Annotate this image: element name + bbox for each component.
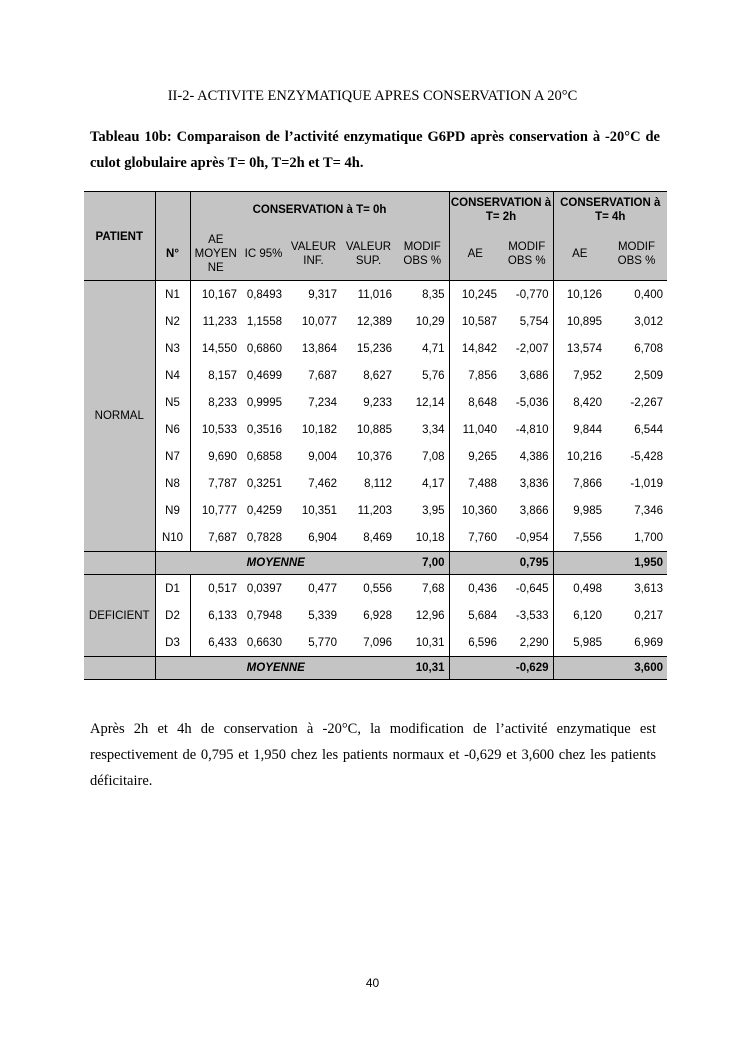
value-cell: 7,787 [190,470,241,497]
value-cell: 0,6860 [246,342,282,355]
value-cell: 7,687 [190,524,241,552]
value-cell: 7,556 [553,524,606,552]
value-cell: 0,6858 [246,450,282,463]
row-id: N8 [155,470,190,497]
value-cell: 4,17 [422,477,445,490]
value-cell: 14,550 [190,335,241,362]
table-caption: Tableau 10b: Comparaison de l’activité enzymatique G6PD après conservation à -20°C de culot globulaire après T= 0h, T=2h et T= 4h. [90,129,660,171]
value-cell: 3,836 [519,477,549,490]
value-cell: 7,687 [308,369,337,382]
value-cell: 1,700 [634,531,663,544]
mean-label: MOYENNE [155,552,396,575]
value-cell: 3,95 [422,504,445,517]
mean-row [84,657,667,680]
patient-group-label: NORMAL [84,281,155,552]
value-cell: 2,509 [634,369,663,382]
value-cell: 5,754 [519,315,549,328]
col-header-modif-obs-0h: MODIF OBS % [396,228,449,281]
value-cell: 0,3251 [246,477,282,490]
value-cell: 0,3516 [246,423,282,436]
value-cell: -0,645 [501,575,553,603]
value-cell: 0,7828 [246,531,282,544]
value-cell: 9,004 [308,450,337,463]
value-cell: -4,810 [515,423,549,436]
value-cell: 8,35 [396,281,449,309]
value-cell: 11,040 [449,416,501,443]
table-row [84,629,667,657]
value-cell: 8,112 [364,477,392,490]
value-cell: 9,317 [286,281,341,309]
value-cell: 10,895 [553,308,606,335]
mean-obs-4h: 3,600 [606,657,667,680]
mean-spacer [449,552,501,575]
row-id: N10 [155,524,190,552]
table-row [84,524,667,552]
table-row [84,443,667,470]
col-header-valeur-sup: VALEUR SUP. [341,228,396,281]
col-header-modif-obs-2h: MODIF OBS % [501,228,553,281]
header-cell [155,192,190,229]
mean-obs-2h: -0,629 [501,657,553,680]
enzyme-activity-table [84,191,667,680]
value-cell: 8,157 [190,362,241,389]
value-cell: 12,96 [415,609,445,622]
row-id: N9 [155,497,190,524]
summary-paragraph: Après 2h et 4h de conservation à -20°C, la modification de l’activité enzymatique est respectivement de 0,795 et 1,950 chez les patients normaux et -0,629 et 3,600 chez les patients déficitaire. [90,721,656,789]
row-id: D3 [155,629,190,657]
value-cell: 9,985 [553,497,606,524]
col-header-num: N° [155,228,190,281]
table-row [84,470,667,497]
col-header-ae-4h: AE [553,228,606,281]
value-cell: 12,389 [356,315,392,328]
col-header-modif-obs-4h: MODIF OBS % [606,228,667,281]
value-cell: 10,376 [356,450,392,463]
value-cell: 0,517 [190,575,241,603]
mean-label: MOYENNE [155,657,396,680]
group-header-t4: CONSERVATION à T= 4h [553,192,667,229]
value-cell: 10,182 [301,423,337,436]
row-id: D1 [155,575,190,603]
mean-row-spacer [84,552,155,575]
row-id: N2 [155,308,190,335]
value-cell: 0,4699 [246,369,282,382]
row-id: N4 [155,362,190,389]
value-cell: 10,31 [415,636,445,649]
col-header-ae-moyenne: AE MOYEN NE [190,228,241,281]
value-cell: 3,866 [519,504,549,517]
value-cell: 3,012 [634,315,663,328]
value-cell: 9,844 [553,416,606,443]
mean-row-spacer [84,657,155,680]
value-cell: 0,436 [449,575,501,603]
value-cell: 7,488 [449,470,501,497]
value-cell: 6,544 [634,423,663,436]
row-id: N5 [155,389,190,416]
value-cell: 10,167 [190,281,241,309]
value-cell: 8,648 [449,389,501,416]
value-cell: 12,14 [415,396,445,409]
value-cell: 13,574 [553,335,606,362]
value-cell: 10,360 [449,497,501,524]
value-cell: 7,096 [363,636,392,649]
col-header-patient: PATIENT [84,228,155,281]
value-cell: 0,7948 [246,609,282,622]
value-cell: 10,587 [449,308,501,335]
mean-spacer [553,552,606,575]
value-cell: 10,126 [553,281,606,309]
mean-row [84,552,667,575]
value-cell: 0,477 [286,575,341,603]
value-cell: 11,233 [190,308,241,335]
header-cell [84,192,155,229]
table-row [84,335,667,362]
value-cell: 11,016 [341,281,396,309]
value-cell: 8,469 [363,531,392,544]
mean-obs-2h: 0,795 [501,552,553,575]
row-id: D2 [155,602,190,629]
page-number: 40 [365,976,380,990]
value-cell: 3,34 [422,423,445,436]
value-cell: 9,690 [190,443,241,470]
value-cell: 6,596 [449,629,501,657]
row-id: N7 [155,443,190,470]
value-cell: 10,29 [415,315,445,328]
table-row [84,602,667,629]
value-cell: -3,533 [515,609,549,622]
value-cell: -5,428 [630,450,663,463]
value-cell: 10,351 [301,504,337,517]
value-cell: 13,864 [301,342,337,355]
table-row [84,575,667,603]
value-cell: 9,233 [363,396,392,409]
value-cell: 6,120 [553,602,606,629]
value-cell: 6,708 [634,342,663,355]
value-cell: 0,498 [553,575,606,603]
group-header-t2: CONSERVATION à T= 2h [449,192,553,229]
value-cell: 7,462 [308,477,337,490]
table-row [84,362,667,389]
mean-spacer [449,657,501,680]
value-cell: 5,339 [308,609,337,622]
patient-group-label: DEFICIENT [84,575,155,657]
row-id: N1 [155,281,190,309]
value-cell: 7,952 [553,362,606,389]
value-cell: 1,1558 [246,315,282,328]
value-cell: 2,290 [519,636,549,649]
value-cell: 7,856 [449,362,501,389]
table-row [84,308,667,335]
value-cell: 0,556 [341,575,396,603]
value-cell: -0,770 [501,281,553,309]
group-header-t0: CONSERVATION à T= 0h [190,192,449,229]
value-cell: 10,777 [190,497,241,524]
row-id: N6 [155,416,190,443]
mean-spacer [553,657,606,680]
value-cell: 5,770 [308,636,337,649]
value-cell: 8,233 [190,389,241,416]
value-cell: 6,433 [190,629,241,657]
value-cell: 6,904 [308,531,337,544]
value-cell: -1,019 [630,477,663,490]
value-cell: -0,954 [515,531,549,544]
value-cell: 7,760 [449,524,501,552]
value-cell: 5,684 [449,602,501,629]
value-cell: 3,613 [606,575,667,603]
col-header-valeur-inf: VALEUR INF. [286,228,341,281]
value-cell: 7,234 [308,396,337,409]
table-row [84,389,667,416]
value-cell: 0,400 [606,281,667,309]
value-cell: 10,533 [190,416,241,443]
value-cell: 10,885 [356,423,392,436]
value-cell: 5,985 [553,629,606,657]
value-cell: 7,68 [396,575,449,603]
value-cell: 9,265 [449,443,501,470]
mean-obs-0h: 7,00 [396,552,449,575]
value-cell: 8,420 [553,389,606,416]
value-cell: -2,267 [630,396,663,409]
value-cell: 0,9995 [246,396,282,409]
value-cell: 0,8493 [241,281,286,309]
value-cell: 6,928 [363,609,392,622]
value-cell: -2,007 [515,342,549,355]
value-cell: 7,866 [553,470,606,497]
value-cell: 10,18 [415,531,445,544]
mean-obs-0h: 10,31 [396,657,449,680]
value-cell: 10,245 [449,281,501,309]
value-cell: 7,346 [634,504,663,517]
value-cell: -5,036 [515,396,549,409]
section-title: II-2- ACTIVITE ENZYMATIQUE APRES CONSERVATION A 20°C [167,88,578,104]
table-row [84,416,667,443]
value-cell: 11,203 [357,504,392,517]
value-cell: 15,236 [356,342,392,355]
mean-obs-4h: 1,950 [606,552,667,575]
value-cell: 7,08 [422,450,445,463]
table-row [84,281,667,309]
value-cell: 5,76 [422,369,445,382]
value-cell: 6,969 [634,636,663,649]
value-cell: 6,133 [190,602,241,629]
table-row [84,497,667,524]
value-cell: 3,686 [519,369,549,382]
col-header-ae-2h: AE [449,228,501,281]
value-cell: 0,6630 [246,636,282,649]
value-cell: 0,217 [634,609,663,622]
value-cell: 8,627 [363,369,392,382]
value-cell: 0,0397 [241,575,286,603]
value-cell: 10,077 [301,315,337,328]
value-cell: 4,71 [422,342,445,355]
row-id: N3 [155,335,190,362]
col-header-ic95: IC 95% [241,228,286,281]
value-cell: 10,216 [553,443,606,470]
value-cell: 14,842 [449,335,501,362]
value-cell: 4,386 [519,450,549,463]
value-cell: 0,4259 [246,504,282,517]
